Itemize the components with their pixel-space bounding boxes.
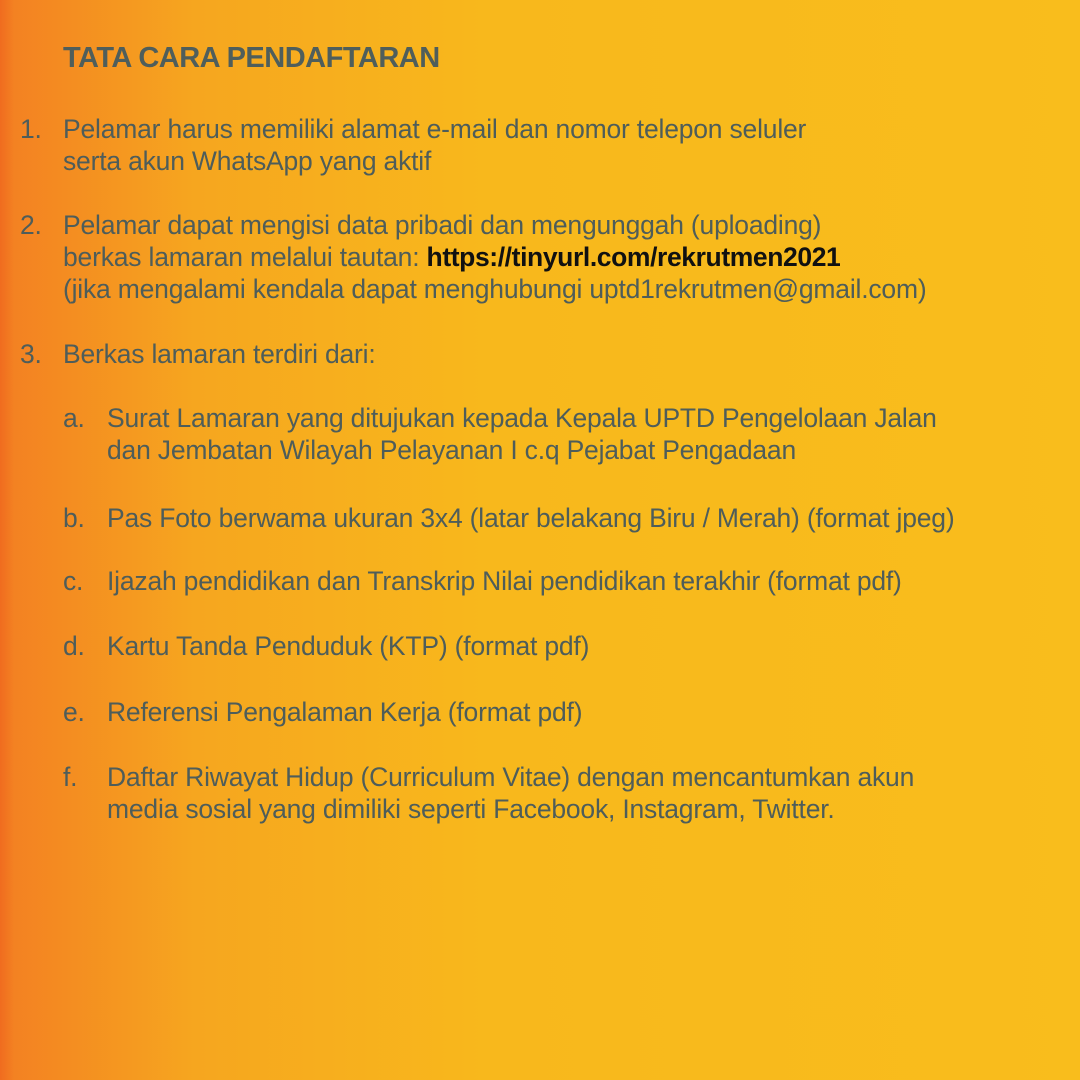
step-text: Berkas lamaran terdiri dari: [63, 339, 376, 369]
page-title: TATA CARA PENDAFTARAN [63, 42, 440, 74]
requirement-text: Referensi Pengalaman Kerja (format pdf) [107, 697, 583, 727]
requirement-letter: a. [63, 403, 85, 433]
step-number: 3. [20, 339, 42, 369]
orange-edge-gradient [0, 0, 14, 1080]
requirement-letter: b. [63, 503, 85, 533]
step-text: Pelamar dapat mengisi data pribadi dan mengunggah (uploading) berkas lamaran melalui tautan: https://tinyurl.com/rekrutmen2021 (jika mengalami kendala dapat menghubungi uptd1rekrutmen@gmail.com) [63, 210, 927, 304]
requirement-letter: d. [63, 631, 85, 661]
requirement-text: Daftar Riwayat Hidup (Curriculum Vitae) dengan mencantumkan akun media sosial yang dimiliki seperti Facebook, Instagram, Twitter. [107, 762, 915, 824]
requirement-text: Kartu Tanda Penduduk (KTP) (format pdf) [107, 631, 590, 661]
step-text: Pelamar harus memiliki alamat e-mail dan nomor telepon seluler serta akun WhatsApp yang aktif [63, 114, 807, 176]
registration-link[interactable]: https://tinyurl.com/rekrutmen2021 [426, 242, 841, 272]
requirement-text: Surat Lamaran yang ditujukan kepada Kepala UPTD Pengelolaan Jalan dan Jembatan Wilayah Pelayanan I c.q Pejabat Pengadaan [107, 403, 937, 465]
step-number: 2. [20, 210, 42, 240]
requirement-text: Pas Foto berwama ukuran 3x4 (latar belakang Biru / Merah) (format jpeg) [107, 503, 955, 533]
requirement-letter: c. [63, 566, 84, 596]
requirement-text: Ijazah pendidikan dan Transkrip Nilai pendidikan terakhir (format pdf) [107, 566, 902, 596]
step-number: 1. [20, 114, 42, 144]
requirement-letter: f. [63, 762, 78, 792]
requirement-letter: e. [63, 697, 85, 727]
